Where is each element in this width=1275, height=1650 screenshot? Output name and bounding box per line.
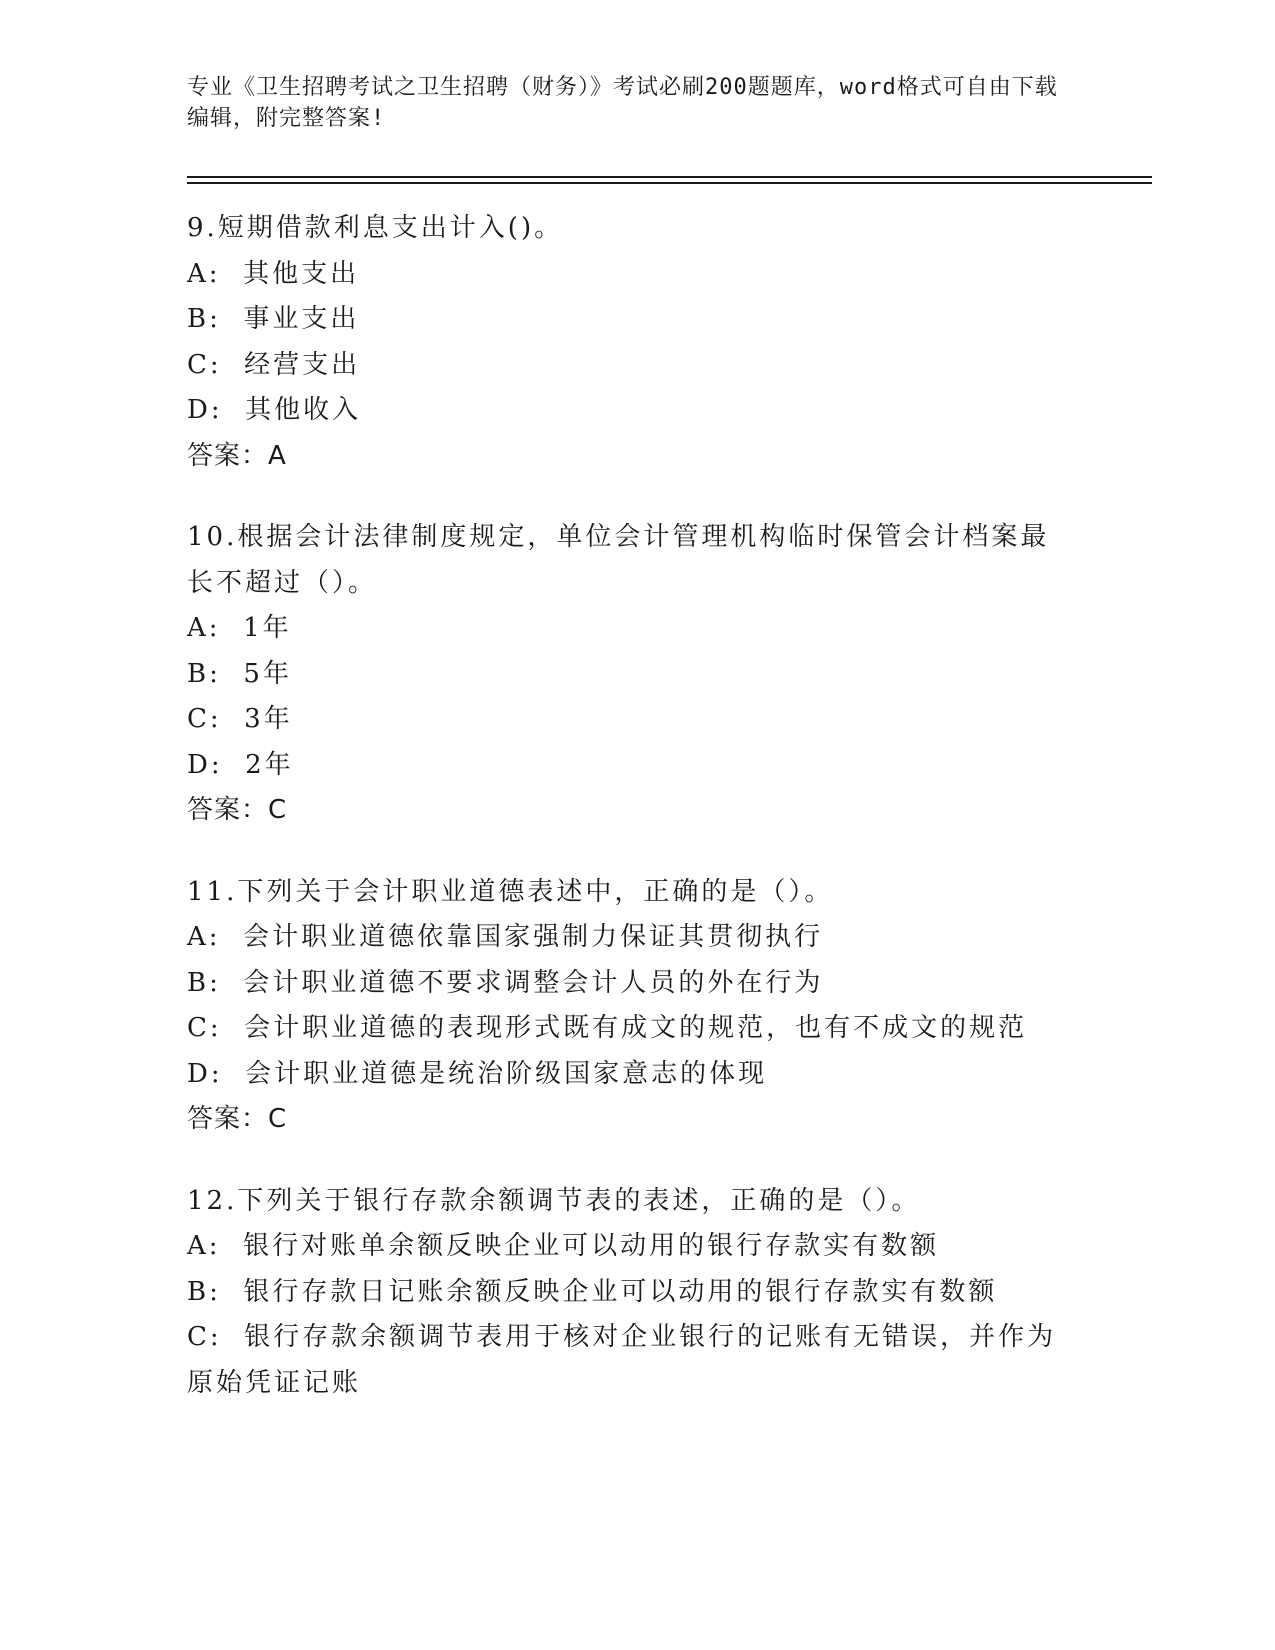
question-9 xyxy=(187,206,1077,479)
question-stem: 12.下列关于银行存款余额调节表的表述，正确的是（）。 xyxy=(187,1185,921,1216)
header-divider-top xyxy=(187,176,1152,178)
option-d: D: 其他收入 xyxy=(187,395,362,425)
header-divider-bottom xyxy=(187,182,1152,184)
document-header: 专业《卫生招聘考试之卫生招聘（财务）》考试必刷200题题库，word格式可自由下载编辑，附完整答案! xyxy=(187,75,1058,131)
option-b: B: 会计职业道德不要求调整会计人员的外在行为 xyxy=(187,967,824,998)
option-a: A: 1年 xyxy=(187,613,292,643)
option-d: D: 会计职业道德是统治阶级国家意志的体现 xyxy=(187,1058,768,1089)
option-c: C: 3年 xyxy=(187,704,293,734)
question-stem: 9.短期借款利息支出计入()。 xyxy=(187,213,564,243)
option-b: B: 银行存款日记账余额反映企业可以动用的银行存款实有数额 xyxy=(187,1276,998,1307)
option-a: A: 银行对账单余额反映企业可以动用的银行存款实有数额 xyxy=(187,1231,940,1261)
option-a: A: 会计职业道德依靠国家强制力保证其贯彻执行 xyxy=(187,922,824,952)
option-d: D: 2年 xyxy=(187,749,294,780)
option-c: C: 经营支出 xyxy=(187,349,361,380)
option-b: B: 事业支出 xyxy=(187,304,360,334)
question-12 xyxy=(187,1179,1077,1407)
question-list xyxy=(187,206,1077,1442)
question-10 xyxy=(187,515,1077,834)
option-c: C: 银行存款余额调节表用于核对企业银行的记账有无错误，并作为原始凭证记账 xyxy=(187,1322,1057,1398)
question-stem: 10.根据会计法律制度规定，单位会计管理机构临时保管会计档案最长不超过（）。 xyxy=(187,522,1050,598)
question-11 xyxy=(187,870,1077,1143)
option-a: A: 其他支出 xyxy=(187,258,360,289)
answer-line: 答案：A xyxy=(187,440,287,471)
option-b: B: 5年 xyxy=(187,658,292,689)
question-stem: 11.下列关于会计职业道德表述中，正确的是（）。 xyxy=(187,876,834,907)
answer-line: 答案：C xyxy=(187,795,288,825)
answer-line: 答案：C xyxy=(187,1104,288,1134)
option-c: C: 会计职业道德的表现形式既有成文的规范，也有不成文的规范 xyxy=(187,1013,1028,1043)
